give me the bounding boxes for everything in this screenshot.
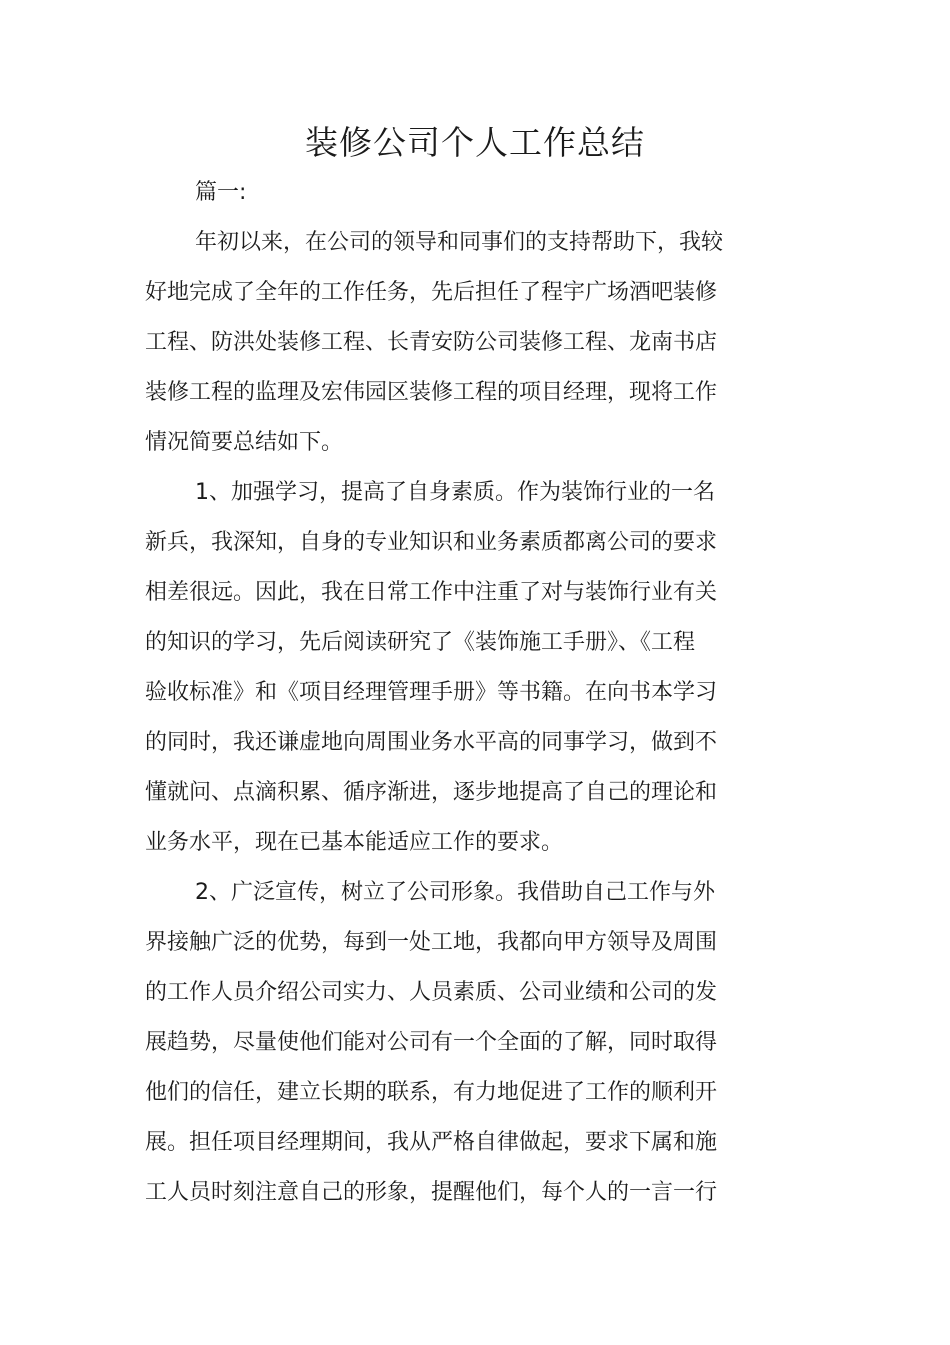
paragraph-line: 相差很远。因此，我在日常工作中注重了对与装饰行业有关 xyxy=(145,580,718,605)
paragraph-line: 工程、防洪处装修工程、长青安防公司装修工程、龙南书店 xyxy=(145,330,718,355)
paragraph-line: 1、加强学习，提高了自身素质。作为装饰行业的一名 xyxy=(195,480,715,505)
document-title: 装修公司个人工作总结 xyxy=(305,123,645,162)
paragraph-line: 好地完成了全年的工作任务，先后担任了程宇广场酒吧装修 xyxy=(145,280,718,305)
paragraph-intro xyxy=(145,218,745,468)
paragraph-line: 装修工程的监理及宏伟园区装修工程的项目经理，现将工作 xyxy=(145,380,718,405)
paragraph-line: 2、广泛宣传，树立了公司形象。我借助自己工作与外 xyxy=(195,880,715,905)
section-label: 篇一: xyxy=(195,180,247,205)
paragraph-publicity xyxy=(145,868,745,1218)
paragraph-line: 的知识的学习，先后阅读研究了《装饰施工手册》、《工程 xyxy=(145,630,696,655)
document-body xyxy=(145,168,745,1218)
paragraph-line: 懂就问、点滴积累、循序渐进，逐步地提高了自己的理论和 xyxy=(145,780,718,805)
paragraph-line: 的工作人员介绍公司实力、人员素质、公司业绩和公司的发 xyxy=(145,980,718,1005)
paragraph-study xyxy=(145,468,745,868)
paragraph-line: 界接触广泛的优势，每到一处工地，我都向甲方领导及周围 xyxy=(145,930,718,955)
paragraph-line: 工人员时刻注意自己的形象，提醒他们，每个人的一言一行 xyxy=(145,1180,718,1205)
paragraph-line: 新兵，我深知，自身的专业知识和业务素质都离公司的要求 xyxy=(145,530,718,555)
paragraph-line: 验收标准》和《项目经理管理手册》等书籍。在向书本学习 xyxy=(145,680,718,705)
paragraph-line: 展趋势，尽量使他们能对公司有一个全面的了解，同时取得 xyxy=(145,1030,718,1055)
paragraph-line: 业务水平，现在已基本能适应工作的要求。 xyxy=(145,830,564,855)
paragraph-line: 展。担任项目经理期间，我从严格自律做起，要求下属和施 xyxy=(145,1130,718,1155)
paragraph-line: 情况简要总结如下。 xyxy=(145,430,344,455)
paragraph-line: 的同时，我还谦虚地向周围业务水平高的同事学习，做到不 xyxy=(145,730,718,755)
paragraph-line: 年初以来，在公司的领导和同事们的支持帮助下，我较 xyxy=(195,230,724,255)
paragraph-line: 他们的信任，建立长期的联系，有力地促进了工作的顺利开 xyxy=(145,1080,718,1105)
